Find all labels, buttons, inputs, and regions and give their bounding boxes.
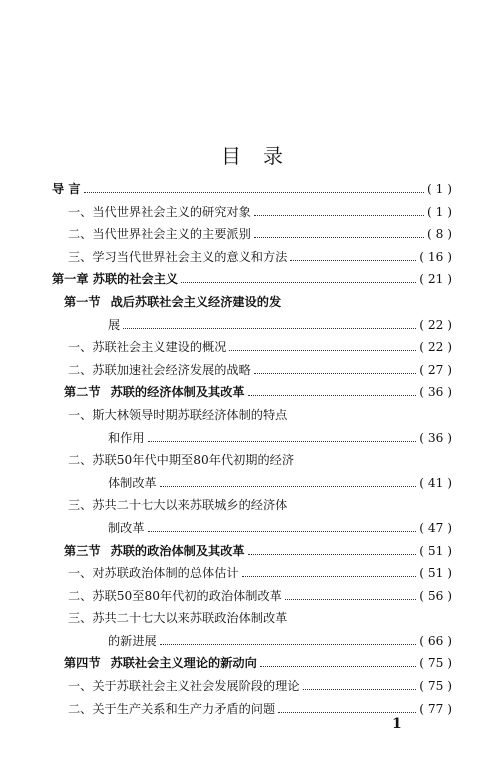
toc-entry[interactable] [52, 293, 452, 316]
toc-entry-label: 展 [108, 317, 121, 332]
toc-entry-label: 苏联的政治体制及其改革 [110, 543, 245, 558]
toc-entry-label: 苏联的经济体制及其改革 [110, 385, 245, 400]
toc-entry[interactable] [52, 654, 452, 677]
toc-page-ref: ( 75 ) [419, 656, 452, 671]
toc-entry[interactable] [52, 203, 452, 226]
toc-entry-label: 三、苏共二十七大以来苏联城乡的经济体 [68, 498, 288, 513]
toc-entry-label: 一、对苏联政治体制的总体估计 [68, 566, 239, 581]
toc-page-ref: ( 51 ) [419, 566, 452, 581]
dot-leader [260, 666, 416, 667]
toc-page-ref: ( 1 ) [426, 204, 452, 219]
toc-entry-label: 苏联社会主义理论的新动向 [110, 656, 257, 671]
toc-entry[interactable] [52, 609, 452, 632]
toc-entry[interactable] [52, 383, 452, 406]
toc-page-ref: ( 66 ) [419, 633, 452, 648]
toc-entry[interactable] [52, 270, 452, 293]
dot-leader [248, 554, 417, 555]
toc-entry-label: 二、当代世界社会主义的主要派别 [68, 227, 251, 242]
toc-section-number: 第一节 [64, 294, 101, 309]
toc-entry-label: 导 言 [52, 182, 81, 196]
toc-section-number: 第三节 [64, 543, 101, 558]
toc-entry[interactable] [52, 496, 452, 519]
toc-page-ref: ( 27 ) [419, 362, 452, 377]
toc-entry-label: 一、关于苏联社会主义社会发展阶段的理论 [68, 679, 300, 694]
toc-entry[interactable] [52, 429, 452, 452]
toc-entry[interactable] [52, 632, 452, 655]
toc-entry-label: 战后苏联社会主义经济建设的发 [110, 294, 282, 309]
toc-entry-label: 一、当代世界社会主义的研究对象 [68, 204, 251, 219]
toc-page-ref: ( 77 ) [419, 701, 452, 716]
toc-entry-label: 二、苏联50至80年代初的政治体制改革 [68, 588, 282, 603]
toc-entry-label: 体制改革 [108, 475, 157, 490]
toc-entry[interactable] [52, 519, 452, 542]
toc-page-ref: ( 22 ) [419, 317, 452, 332]
toc-entry[interactable] [52, 225, 452, 248]
dot-leader [148, 441, 417, 442]
toc-entry-label: 一、斯大林领导时期苏联经济体制的特点 [68, 407, 288, 422]
dot-leader [248, 395, 417, 396]
toc-section-number: 第二节 [64, 385, 101, 400]
toc-entry-label: 二、关于生产关系和生产力矛盾的问题 [68, 701, 276, 716]
dot-leader [303, 689, 417, 690]
dot-leader [278, 712, 416, 713]
toc-entry-label: 二、苏联加速社会经济发展的战略 [68, 362, 251, 377]
toc-entry-label: 三、学习当代世界社会主义的意义和方法 [68, 249, 288, 264]
toc-heading: 目录 [221, 144, 305, 168]
toc-entry[interactable] [52, 248, 452, 271]
toc-entry-label: 制改革 [108, 520, 145, 535]
toc-page-ref: ( 36 ) [419, 385, 452, 400]
dot-leader [84, 192, 424, 193]
toc-entry-label: 二、苏联50年代中期至80年代初期的经济 [68, 453, 295, 468]
toc-entry[interactable] [52, 180, 452, 203]
toc-entry[interactable] [52, 406, 452, 429]
toc-page-ref: ( 36 ) [419, 430, 452, 445]
toc-entry-label: 第一章 苏联的社会主义 [52, 272, 179, 287]
toc-page-ref: ( 41 ) [419, 475, 452, 490]
toc-page-ref: ( 21 ) [419, 272, 452, 287]
toc-entry[interactable] [52, 451, 452, 474]
toc-entry[interactable] [52, 361, 452, 384]
toc-entry[interactable] [52, 677, 452, 700]
toc-page-ref: ( 8 ) [426, 227, 452, 242]
dot-leader [242, 576, 417, 577]
dot-leader [123, 328, 416, 329]
toc-page-ref: ( 16 ) [419, 249, 452, 264]
toc-entry-label: 和作用 [108, 430, 145, 445]
toc-entry[interactable] [52, 564, 452, 587]
dot-leader [148, 531, 417, 532]
toc-entry-label: 的新进展 [108, 633, 157, 648]
toc-page-ref: ( 22 ) [419, 340, 452, 355]
toc-page-ref: ( 75 ) [419, 679, 452, 694]
dot-leader [181, 282, 416, 283]
table-of-contents [52, 180, 452, 722]
toc-section-number: 第四节 [64, 656, 101, 671]
page-number: 1 [392, 716, 402, 732]
toc-entry[interactable] [52, 474, 452, 497]
toc-entry[interactable] [52, 587, 452, 610]
dot-leader [160, 486, 416, 487]
dot-leader [229, 350, 416, 351]
toc-entry[interactable] [52, 542, 452, 565]
toc-entry[interactable] [52, 338, 452, 361]
toc-page-ref: ( 56 ) [419, 588, 452, 603]
toc-entry-label: 三、苏共二十七大以来苏联政治体制改革 [68, 611, 288, 626]
toc-page-ref: ( 47 ) [419, 520, 452, 535]
dot-leader [254, 237, 424, 238]
dot-leader [254, 373, 416, 374]
dot-leader [285, 599, 416, 600]
toc-entry[interactable] [52, 316, 452, 339]
dot-leader [254, 215, 424, 216]
toc-page-ref: ( 1 ) [426, 182, 452, 196]
toc-page-ref: ( 51 ) [419, 543, 452, 558]
toc-entry-label: 一、苏联社会主义建设的概况 [68, 340, 227, 355]
dot-leader [160, 644, 416, 645]
dot-leader [290, 260, 416, 261]
